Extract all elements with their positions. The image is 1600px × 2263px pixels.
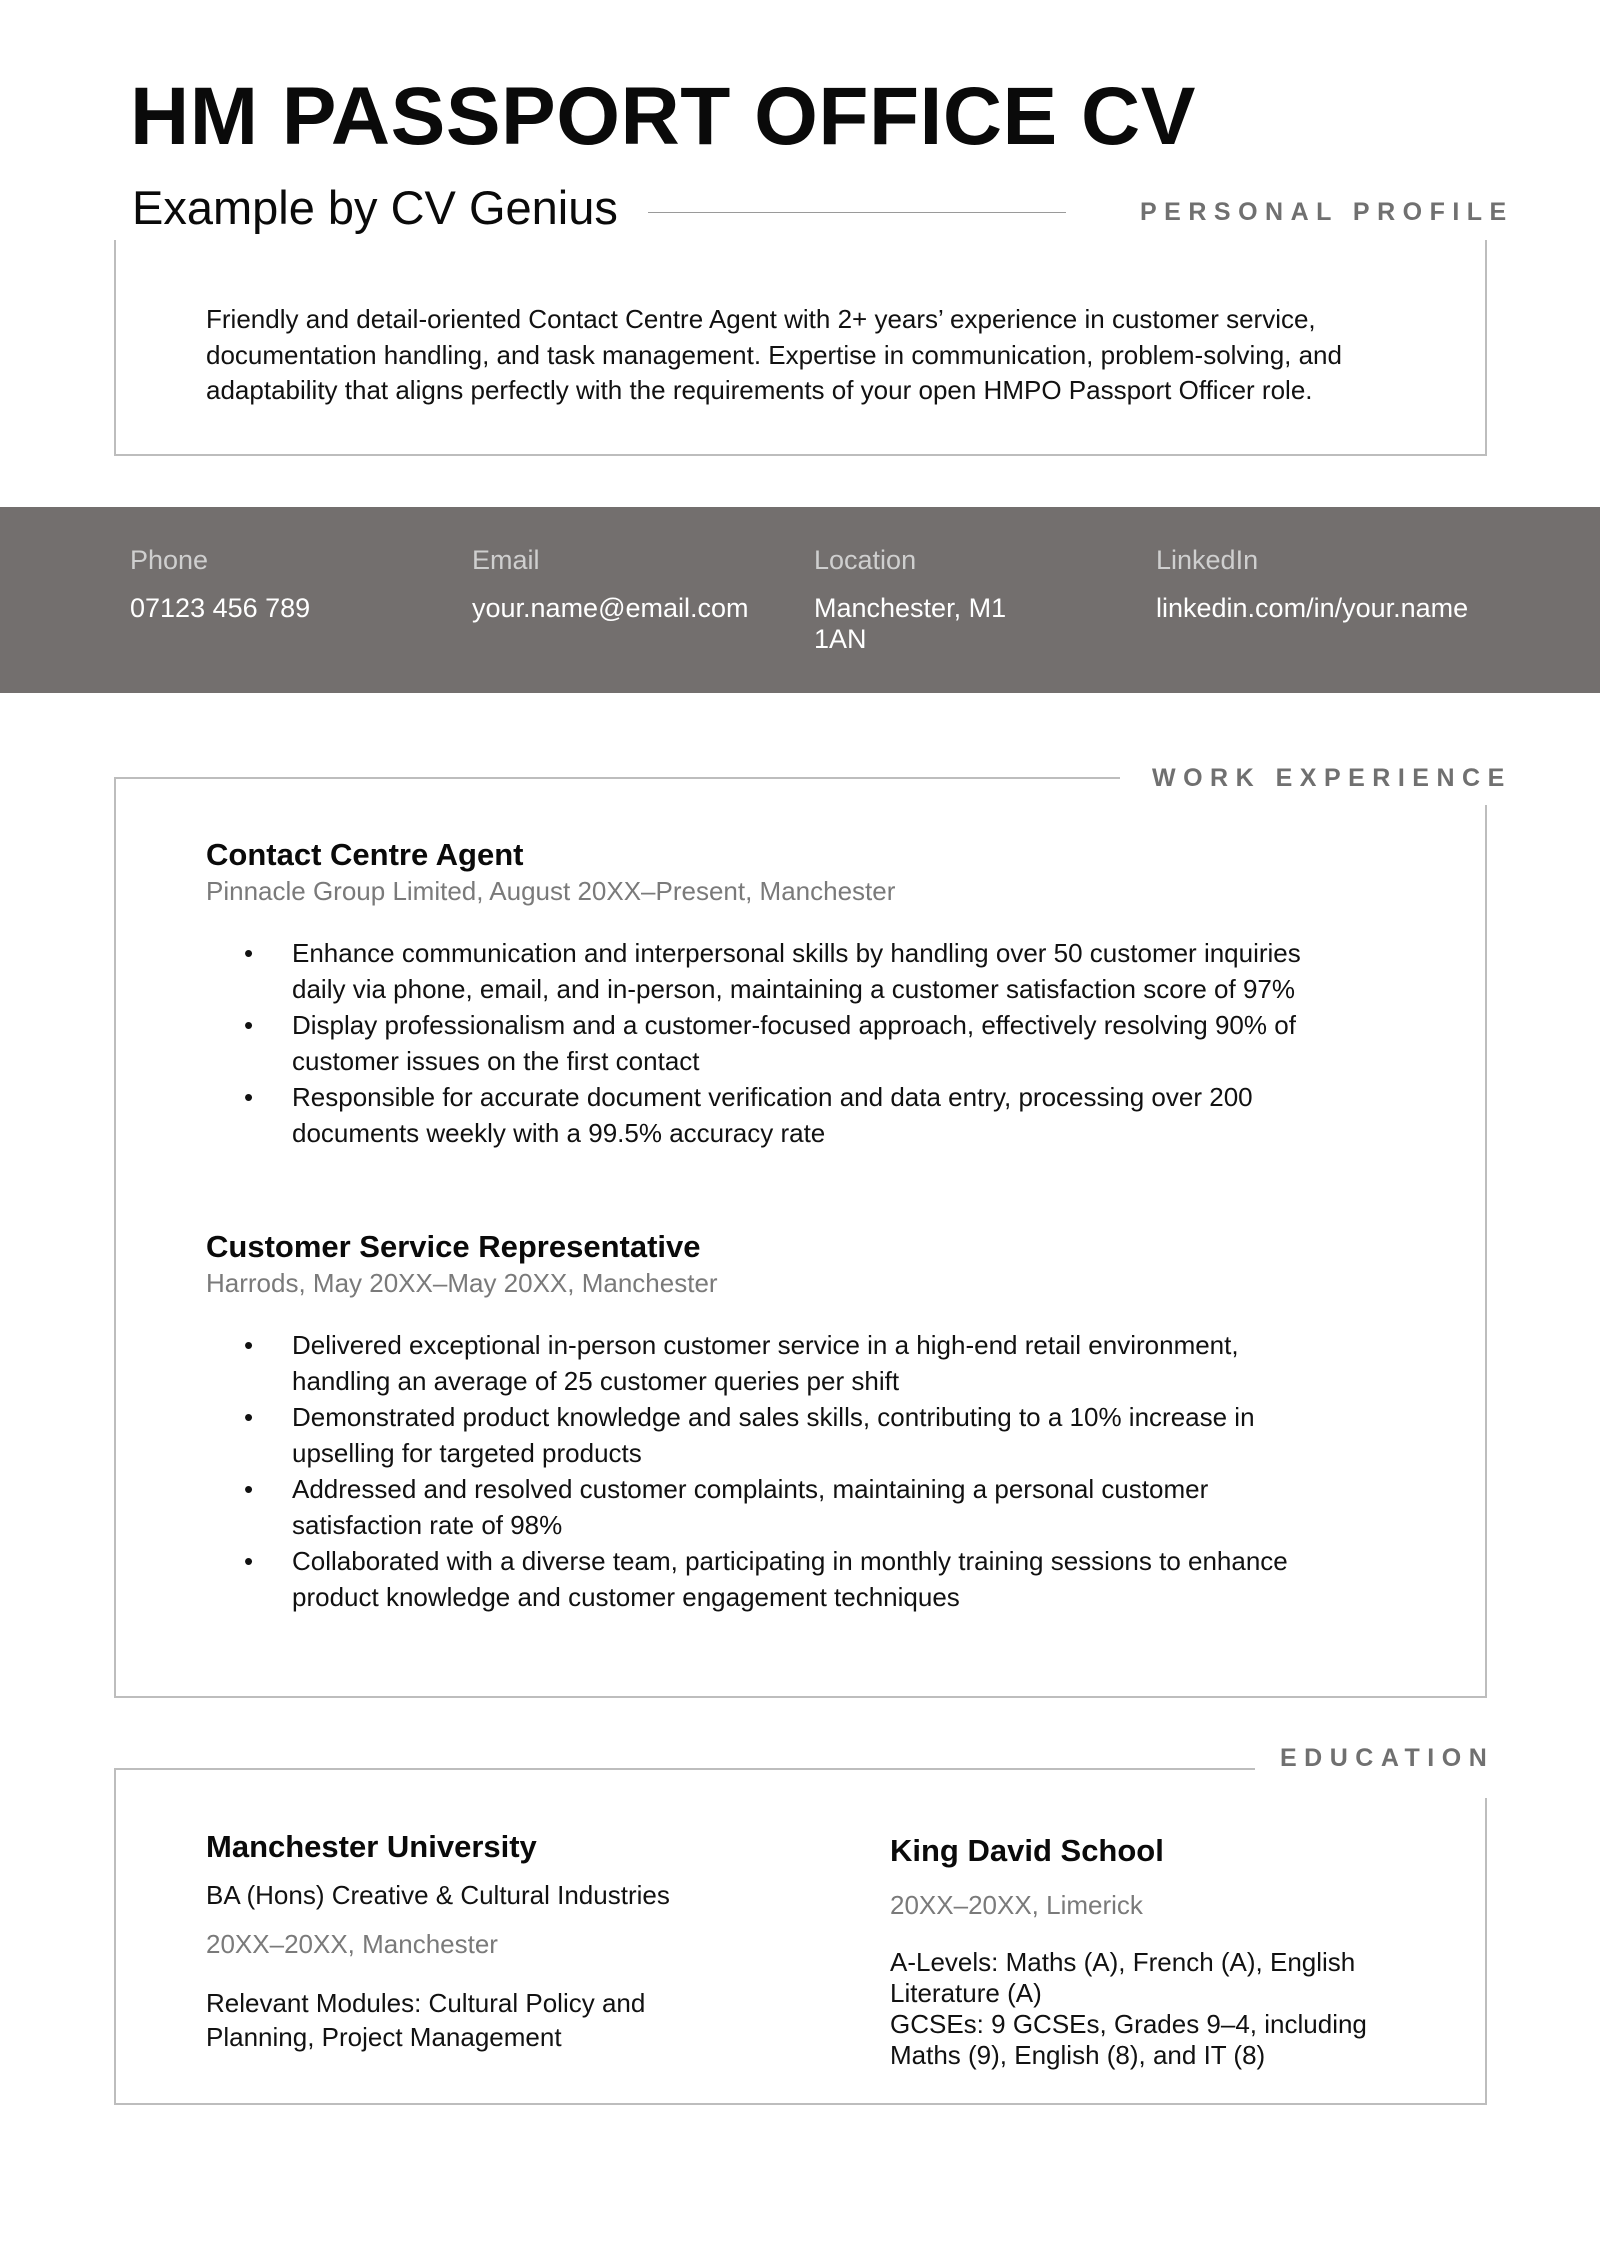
bullet-item: • Demonstrated product knowledge and sales skills, contributing to a 10% increase in upselling for targeted products [206, 1399, 1302, 1471]
page-subtitle: Example by CV Genius [132, 181, 618, 234]
contact-bar [0, 507, 1600, 693]
bullet-item: • Delivered exceptional in-person customer service in a high-end retail environment, handling an average of 25 customer queries per shift [206, 1327, 1302, 1399]
education-meta: 20XX–20XX, Limerick [890, 1890, 1143, 1921]
contact-email [472, 547, 782, 624]
subtitle-divider [648, 212, 1066, 213]
contact-location [814, 547, 1029, 655]
job-bullets [206, 935, 1406, 1151]
institution-name: King David School [890, 1833, 1164, 1868]
phone-value: 07123 456 789 [130, 593, 311, 623]
bullet-item: • Addressed and resolved customer complaints, maintaining a personal customer satisfaction rate of 98% [206, 1471, 1302, 1543]
job-meta: Harrods, May 20XX–May 20XX, Manchester [206, 1268, 718, 1299]
contact-label: Location [814, 545, 917, 575]
education-entry [890, 1834, 1410, 2071]
job-title: Contact Centre Agent [206, 837, 524, 872]
profile-heading: PERSONAL PROFILE [1140, 198, 1514, 226]
job-bullets [206, 1327, 1406, 1615]
education-details: Relevant Modules: Cultural Policy and Planning, Project Management [206, 1988, 646, 2053]
page-title: HM PASSPORT OFFICE CV [130, 71, 1196, 162]
contact-linkedin [1156, 547, 1576, 624]
contact-label: LinkedIn [1156, 545, 1259, 575]
education-entry [206, 1830, 726, 2054]
education-heading: EDUCATION [1280, 1744, 1495, 1772]
degree: BA (Hons) Creative & Cultural Industries [206, 1880, 670, 1911]
institution-name: Manchester University [206, 1829, 537, 1864]
contact-label: Email [472, 545, 540, 575]
contact-label: Phone [130, 545, 209, 575]
profile-text: Friendly and detail-oriented Contact Centre Agent with 2+ years’ experience in customer service, documentation handling, and task management. Expertise in communication, problem-solving, and adaptability that aligns perfectly with the requirements of your open HMPO Passport Officer role. [206, 304, 1342, 405]
job-entry [206, 838, 1406, 1151]
bullet-item: • Display professionalism and a customer-focused approach, effectively resolving 90% of customer issues on the first contact [206, 1007, 1302, 1079]
bullet-item: • Enhance communication and interpersonal skills by handling over 50 customer inquiries daily via phone, email, and in-person, maintaining a customer satisfaction score of 97% [206, 935, 1302, 1007]
education-details: A-Levels: Maths (A), French (A), English Literature (A) [890, 1947, 1356, 2009]
job-entry [206, 1230, 1406, 1615]
bullet-item: • Collaborated with a diverse team, participating in monthly training sessions to enhance product knowledge and customer engagement techniques [206, 1543, 1302, 1615]
work-experience-heading: WORK EXPERIENCE [1152, 764, 1512, 792]
contact-phone [130, 547, 440, 624]
linkedin-value: linkedin.com/in/your.name [1156, 593, 1469, 623]
job-title: Customer Service Representative [206, 1229, 701, 1264]
education-meta: 20XX–20XX, Manchester [206, 1929, 498, 1960]
job-meta: Pinnacle Group Limited, August 20XX–Present, Manchester [206, 876, 896, 907]
location-value: Manchester, M1 1AN [814, 593, 1007, 654]
email-value: your.name@email.com [472, 593, 749, 623]
bullet-item: • Responsible for accurate document verification and data entry, processing over 200 documents weekly with a 99.5% accuracy rate [206, 1079, 1302, 1151]
education-details: GCSEs: 9 GCSEs, Grades 9–4, including Maths (9), English (8), and IT (8) [890, 2009, 1367, 2071]
